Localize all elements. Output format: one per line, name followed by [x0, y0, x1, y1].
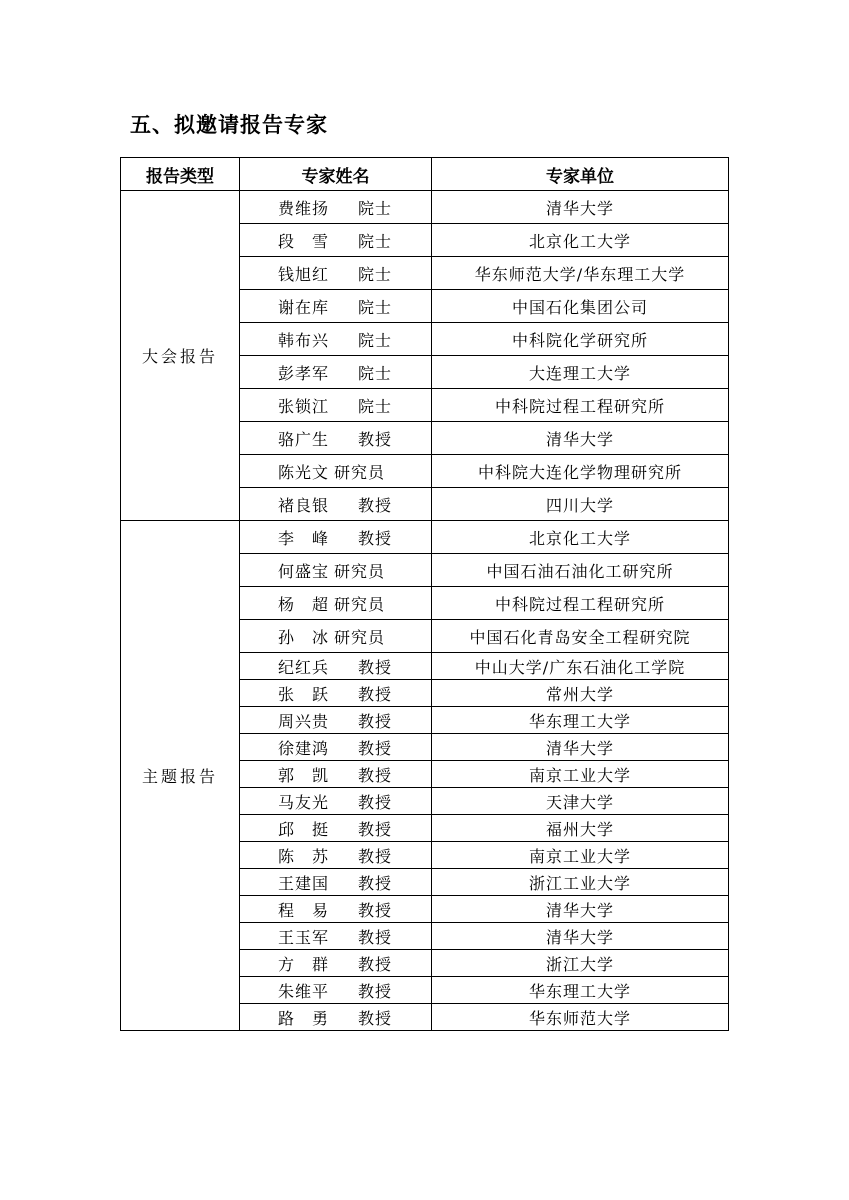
expert-name-cell — [240, 734, 432, 761]
expert-name-cell — [240, 842, 432, 869]
expert-unit-cell: 华东师范大学/华东理工大学 — [432, 257, 729, 290]
report-type-cell: 主题报告 — [121, 521, 240, 1031]
expert-title: 教授 — [358, 927, 393, 947]
expert-name: 方 群 — [278, 954, 330, 974]
expert-title: 院士 — [358, 363, 393, 383]
expert-unit-cell: 中科院过程工程研究所 — [432, 587, 729, 620]
expert-name-cell — [240, 257, 432, 290]
expert-title: 教授 — [358, 981, 393, 1001]
expert-name-cell — [240, 587, 432, 620]
header-report-type: 报告类型 — [121, 158, 240, 191]
expert-name: 钱旭红 — [278, 264, 330, 284]
expert-title: 教授 — [358, 711, 393, 731]
expert-name-cell — [240, 488, 432, 521]
expert-name: 纪红兵 — [278, 657, 330, 677]
expert-name: 郭 凯 — [278, 765, 330, 785]
expert-title: 教授 — [358, 765, 393, 785]
expert-unit-cell: 中科院大连化学物理研究所 — [432, 455, 729, 488]
expert-unit-cell: 浙江大学 — [432, 950, 729, 977]
expert-unit-cell: 华东理工大学 — [432, 977, 729, 1004]
expert-name: 路 勇 — [278, 1008, 330, 1028]
expert-title: 院士 — [358, 231, 393, 251]
expert-title: 研究员 — [334, 627, 386, 647]
expert-unit-cell: 华东师范大学 — [432, 1004, 729, 1031]
expert-name-cell — [240, 896, 432, 923]
expert-title: 教授 — [358, 1008, 393, 1028]
expert-unit-cell: 清华大学 — [432, 422, 729, 455]
expert-unit-cell: 中科院过程工程研究所 — [432, 389, 729, 422]
expert-name: 陈光文 — [278, 462, 330, 482]
expert-name: 王玉军 — [278, 927, 330, 947]
expert-name-cell — [240, 815, 432, 842]
expert-name: 孙 冰 — [278, 627, 330, 647]
expert-name-cell — [240, 653, 432, 680]
expert-unit-cell: 南京工业大学 — [432, 842, 729, 869]
expert-title: 院士 — [358, 198, 393, 218]
expert-name: 杨 超 — [278, 594, 330, 614]
expert-title: 教授 — [358, 738, 393, 758]
expert-title: 教授 — [358, 873, 393, 893]
expert-unit-cell: 中科院化学研究所 — [432, 323, 729, 356]
expert-name-cell — [240, 323, 432, 356]
expert-name: 褚良银 — [278, 495, 330, 515]
expert-unit-cell: 大连理工大学 — [432, 356, 729, 389]
expert-title: 教授 — [358, 819, 393, 839]
expert-name-cell — [240, 389, 432, 422]
expert-name: 徐建鸿 — [278, 738, 330, 758]
expert-name-cell — [240, 950, 432, 977]
expert-unit-cell: 清华大学 — [432, 734, 729, 761]
expert-title: 教授 — [358, 684, 393, 704]
expert-name-cell — [240, 455, 432, 488]
header-row — [121, 158, 729, 191]
expert-name-cell — [240, 923, 432, 950]
report-type-cell: 大会报告 — [121, 191, 240, 521]
expert-unit-cell: 中国石化集团公司 — [432, 290, 729, 323]
expert-title: 研究员 — [334, 561, 386, 581]
expert-title: 教授 — [358, 900, 393, 920]
expert-title: 教授 — [358, 792, 393, 812]
table-row — [121, 191, 729, 224]
expert-name-cell — [240, 521, 432, 554]
expert-unit-cell: 清华大学 — [432, 191, 729, 224]
expert-name-cell — [240, 356, 432, 389]
expert-name: 周兴贵 — [278, 711, 330, 731]
expert-title: 教授 — [358, 846, 393, 866]
expert-name-cell — [240, 788, 432, 815]
expert-title: 教授 — [358, 429, 393, 449]
expert-unit-cell: 福州大学 — [432, 815, 729, 842]
expert-title: 院士 — [358, 330, 393, 350]
expert-name: 陈 苏 — [278, 846, 330, 866]
expert-unit-cell: 中国石油石油化工研究所 — [432, 554, 729, 587]
expert-name-cell — [240, 554, 432, 587]
expert-name-cell — [240, 977, 432, 1004]
expert-name: 李 峰 — [278, 528, 330, 548]
expert-name: 谢在库 — [278, 297, 330, 317]
expert-name: 王建国 — [278, 873, 330, 893]
expert-name-cell — [240, 422, 432, 455]
expert-name-cell — [240, 707, 432, 734]
expert-unit-cell: 南京工业大学 — [432, 761, 729, 788]
expert-name-cell — [240, 1004, 432, 1031]
expert-name: 何盛宝 — [278, 561, 330, 581]
header-expert-name: 专家姓名 — [240, 158, 432, 191]
experts-table — [120, 157, 729, 1031]
expert-name-cell — [240, 191, 432, 224]
expert-unit-cell: 北京化工大学 — [432, 224, 729, 257]
header-expert-unit: 专家单位 — [432, 158, 729, 191]
expert-unit-cell: 常州大学 — [432, 680, 729, 707]
expert-name: 韩布兴 — [278, 330, 330, 350]
expert-name: 费维扬 — [278, 198, 330, 218]
expert-name-cell — [240, 680, 432, 707]
expert-unit-cell: 中山大学/广东石油化工学院 — [432, 653, 729, 680]
expert-unit-cell: 北京化工大学 — [432, 521, 729, 554]
expert-title: 研究员 — [334, 462, 386, 482]
expert-title: 院士 — [358, 396, 393, 416]
expert-title: 教授 — [358, 954, 393, 974]
expert-name-cell — [240, 761, 432, 788]
expert-name: 马友光 — [278, 792, 330, 812]
expert-name: 邱 挺 — [278, 819, 330, 839]
expert-name: 程 易 — [278, 900, 330, 920]
expert-title: 院士 — [358, 297, 393, 317]
section-title: 五、拟邀请报告专家 — [130, 113, 328, 137]
expert-name: 张锁江 — [278, 396, 330, 416]
expert-name-cell — [240, 620, 432, 653]
expert-unit-cell: 中国石化青岛安全工程研究院 — [432, 620, 729, 653]
expert-name: 骆广生 — [278, 429, 330, 449]
table-row — [121, 521, 729, 554]
expert-name: 张 跃 — [278, 684, 330, 704]
expert-unit-cell: 华东理工大学 — [432, 707, 729, 734]
expert-title: 教授 — [358, 528, 393, 548]
expert-unit-cell: 天津大学 — [432, 788, 729, 815]
table-body — [121, 191, 729, 1031]
expert-name-cell — [240, 224, 432, 257]
expert-unit-cell: 清华大学 — [432, 896, 729, 923]
expert-name: 段 雪 — [278, 231, 330, 251]
expert-title: 教授 — [358, 657, 393, 677]
expert-title: 教授 — [358, 495, 393, 515]
expert-unit-cell: 四川大学 — [432, 488, 729, 521]
expert-unit-cell: 清华大学 — [432, 923, 729, 950]
expert-unit-cell: 浙江工业大学 — [432, 869, 729, 896]
expert-name: 朱维平 — [278, 981, 330, 1001]
expert-name-cell — [240, 869, 432, 896]
expert-title: 研究员 — [334, 594, 386, 614]
expert-name-cell — [240, 290, 432, 323]
expert-title: 院士 — [358, 264, 393, 284]
expert-name: 彭孝军 — [278, 363, 330, 383]
